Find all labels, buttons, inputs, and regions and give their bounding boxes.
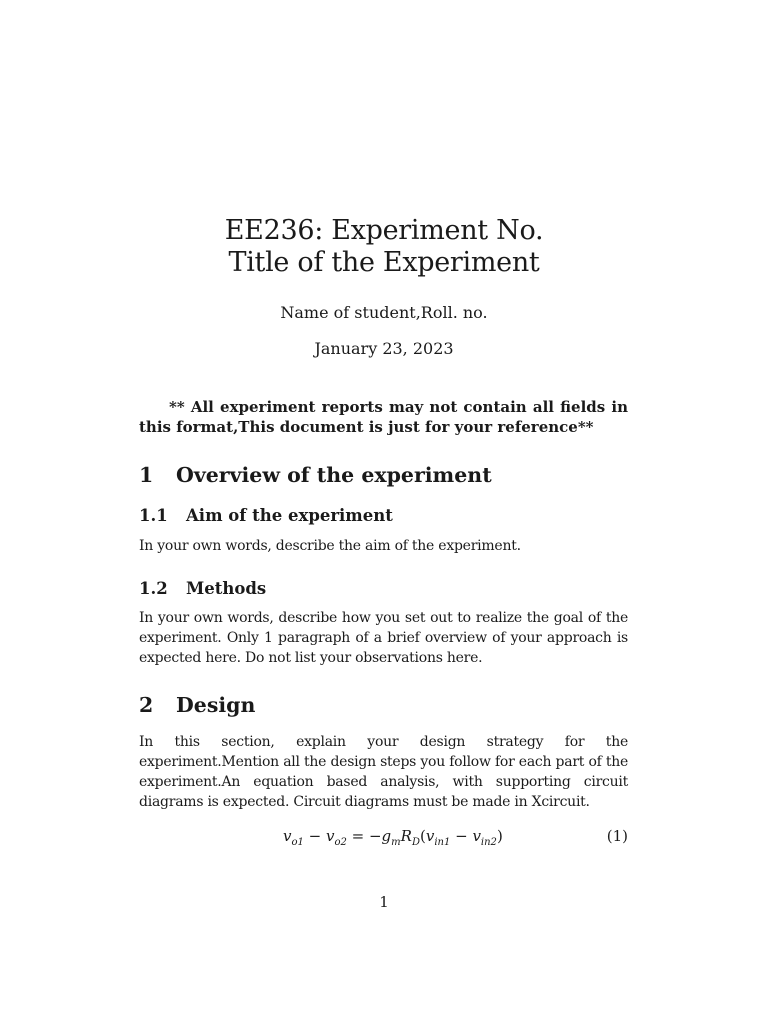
subsection-number: 1.1 xyxy=(139,506,168,525)
equation-expression: $v_{o1} - v_{o2} = -g_mR_D(v_{in1} - v_{in2})$ xyxy=(283,827,503,848)
document-title-line-2: Title of the Experiment xyxy=(228,247,540,278)
reference-note: ** All experiment reports may not contain all fields in this format,This document is just for your reference** xyxy=(139,398,628,436)
section-number: 1 xyxy=(139,463,154,487)
subsection-heading-1-1 xyxy=(139,506,393,526)
design-paragraph: In this section, explain your design strategy for the experiment.Mention all the design steps you follow for each part of the experiment.An equation based analysis, with supporting circuit diagrams is expected. Circuit diagrams must be made in Xcircuit. xyxy=(139,734,628,810)
section-heading-2 xyxy=(139,693,255,717)
section-heading-1 xyxy=(139,463,492,487)
subsection-title: Methods xyxy=(186,579,267,598)
subsection-heading-1-2 xyxy=(139,579,266,599)
section-number: 2 xyxy=(139,693,154,717)
document-title-line-1: EE236: Experiment No. xyxy=(224,215,544,246)
author-line: Name of student,Roll. no. xyxy=(280,303,488,322)
section-title: Design xyxy=(176,693,256,717)
methods-paragraph: In your own words, describe how you set out to realize the goal of the experiment. Only 1 paragraph of a brief overview of your approach is expected here. Do not list your observations here. xyxy=(139,610,628,666)
page-number: 1 xyxy=(379,893,389,911)
equation-number: (1) xyxy=(606,827,628,845)
section-title: Overview of the experiment xyxy=(176,463,492,487)
date-line: January 23, 2023 xyxy=(314,339,454,358)
subsection-title: Aim of the experiment xyxy=(186,506,393,525)
subsection-number: 1.2 xyxy=(139,579,168,598)
aim-paragraph: In your own words, describe the aim of the experiment. xyxy=(139,538,521,554)
